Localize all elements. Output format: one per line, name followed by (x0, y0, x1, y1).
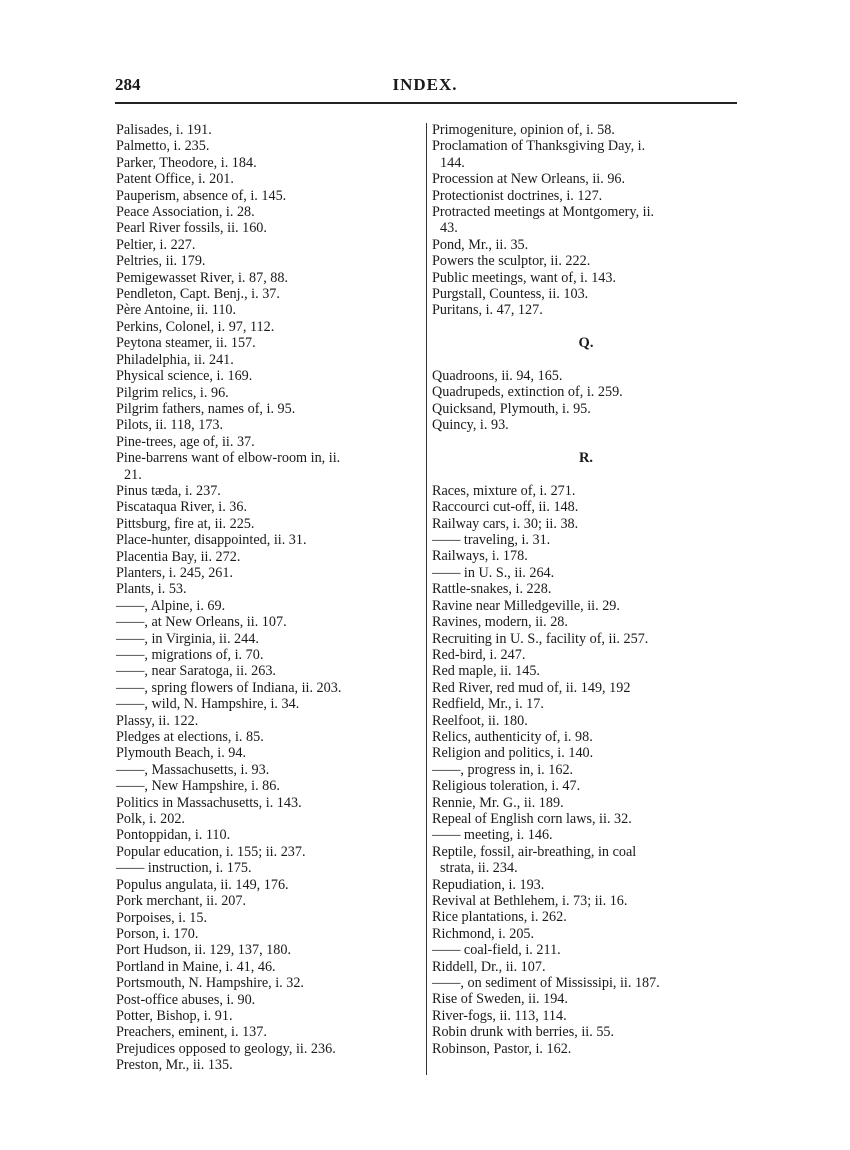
section-letter-heading: Q. (578, 335, 594, 352)
index-entry: —— meeting, i. 146. (432, 827, 553, 844)
index-entry: Plassy, ii. 122. (116, 712, 199, 729)
index-entry: Revival at Bethlehem, i. 73; ii. 16. (432, 893, 628, 909)
index-entry: Religion and politics, i. 140. (432, 745, 594, 762)
index-entry: Pemigewasset River, i. 87, 88. (116, 269, 289, 286)
index-entry: Pledges at elections, i. 85. (116, 729, 264, 746)
index-entry: Quadrupeds, extinction of, i. 259. (432, 384, 623, 401)
index-entry: Palmetto, i. 235. (116, 138, 210, 155)
index-entry: Public meetings, want of, i. 143. (432, 269, 617, 286)
running-head-title: INDEX. (392, 75, 458, 94)
index-entry: Redfield, Mr., i. 17. (432, 696, 544, 713)
index-entry: Repeal of English corn laws, ii. 32. (432, 810, 632, 827)
index-column-right (432, 122, 740, 1057)
column-divider (426, 123, 427, 1075)
index-entry: Pine-barrens want of elbow-room in, ii. (116, 450, 341, 467)
index-entry: ——, spring flowers of Indiana, ii. 203. (116, 679, 342, 696)
index-entry: ——, New Hampshire, i. 86. (116, 778, 280, 795)
index-column-left (116, 122, 422, 1074)
index-entry: Protracted meetings at Montgomery, ii. (432, 204, 655, 221)
index-entry: Red-bird, i. 247. (432, 646, 526, 663)
index-entry: Pilgrim relics, i. 96. (116, 384, 229, 401)
index-entry: Pontoppidan, i. 110. (116, 827, 231, 844)
index-entry: Quicksand, Plymouth, i. 95. (432, 400, 591, 417)
index-entry: Pittsburg, fire at, ii. 225. (116, 515, 255, 532)
index-entry: Red River, red mud of, ii. 149, 192 (432, 679, 631, 696)
index-entry: Père Antoine, ii. 110. (116, 302, 237, 319)
index-entry: Quadroons, ii. 94, 165. (432, 368, 563, 385)
index-entry: Ravines, modern, ii. 28. (432, 614, 568, 631)
index-entry: Pinus tæda, i. 237. (116, 482, 221, 499)
index-entry: Patent Office, i. 201. (116, 171, 234, 188)
section-spacer (432, 319, 740, 335)
index-entry: Red maple, ii. 145. (432, 663, 540, 680)
index-entry: Pond, Mr., ii. 35. (432, 236, 529, 253)
index-entry: Prejudices opposed to geology, ii. 236. (116, 1040, 336, 1057)
index-entry: Puritans, i. 47, 127. (432, 302, 543, 319)
index-entry: Proclamation of Thanksgiving Day, i. (432, 138, 646, 155)
index-entry: Physical science, i. 169. (116, 368, 253, 385)
index-entry: Porpoises, i. 15. (116, 909, 208, 926)
index-entry: Pine-trees, age of, ii. 37. (116, 433, 255, 450)
index-entry-continuation: strata, ii. 234. (440, 860, 518, 877)
index-entry: Preston, Mr., ii. 135. (116, 1057, 233, 1074)
index-entry-continuation: 21. (124, 466, 142, 483)
index-entry: Piscataqua River, i. 36. (116, 499, 248, 516)
index-entry: —— instruction, i. 175. (116, 860, 252, 877)
index-entry: Powers the sculptor, ii. 222. (432, 253, 591, 270)
index-entry: Primogeniture, opinion of, i. 58. (432, 122, 615, 138)
section-spacer (432, 466, 740, 482)
index-entry: Pork merchant, ii. 207. (116, 893, 247, 910)
index-entry: River-fogs, ii. 113, 114. (432, 1007, 567, 1024)
index-entry: Robinson, Pastor, i. 162. (432, 1040, 572, 1057)
header-rule (115, 102, 737, 104)
index-entry: Popular education, i. 155; ii. 237. (116, 843, 306, 860)
section-spacer (432, 352, 740, 368)
index-entry: Parker, Theodore, i. 184. (116, 154, 257, 171)
index-entry: Richmond, i. 205. (432, 925, 535, 942)
index-entry: ——, in Virginia, ii. 244. (116, 630, 259, 647)
index-entry: Plants, i. 53. (116, 581, 187, 598)
section-letter-heading: R. (578, 450, 594, 467)
index-entry: Pilgrim fathers, names of, i. 95. (116, 400, 296, 417)
index-entry: Repudiation, i. 193. (432, 876, 545, 893)
index-entry: Place-hunter, disappointed, ii. 31. (116, 532, 307, 549)
index-entry: Populus angulata, ii. 149, 176. (116, 876, 289, 893)
index-entry-continuation: 43. (440, 220, 458, 237)
section-spacer (432, 434, 740, 450)
index-entry: Procession at New Orleans, ii. 96. (432, 171, 626, 188)
index-entry: Pendleton, Capt. Benj., i. 37. (116, 286, 280, 303)
index-entry: Religious toleration, i. 47. (432, 778, 581, 795)
index-entry: Railway cars, i. 30; ii. 38. (432, 515, 579, 532)
index-entry: Reptile, fossil, air-breathing, in coal (432, 843, 637, 860)
index-entry: Relics, authenticity of, i. 98. (432, 728, 593, 745)
index-entry: ——, migrations of, i. 70. (116, 647, 264, 663)
index-entry: Peytona steamer, ii. 157. (116, 335, 256, 352)
index-entry: Pauperism, absence of, i. 145. (116, 187, 287, 204)
index-entry: Rattle-snakes, i. 228. (432, 581, 552, 598)
index-entry: Ravine near Milledgeville, ii. 29. (432, 597, 620, 614)
index-entry: Purgstall, Countess, ii. 103. (432, 286, 589, 303)
index-entry: Reelfoot, ii. 180. (432, 712, 528, 729)
index-entry: Post-office abuses, i. 90. (116, 991, 256, 1008)
index-entry: Placentia Bay, ii. 272. (116, 548, 241, 565)
index-entry: —— in U. S., ii. 264. (432, 564, 555, 581)
index-entry: Pearl River fossils, ii. 160. (116, 220, 267, 237)
index-entry: Potter, Bishop, i. 91. (116, 1007, 233, 1024)
index-entry: Preachers, eminent, i. 137. (116, 1024, 267, 1041)
index-entry: Planters, i. 245, 261. (116, 564, 234, 581)
index-entry: ——, Massachusetts, i. 93. (116, 761, 270, 778)
index-entry: Porson, i. 170. (116, 925, 199, 942)
index-entry: Peltries, ii. 179. (116, 253, 206, 270)
index-entry: Peace Association, i. 28. (116, 204, 255, 221)
index-entry: Quincy, i. 93. (432, 417, 509, 434)
index-entry-continuation: 144. (440, 154, 465, 171)
index-entry: Plymouth Beach, i. 94. (116, 745, 247, 762)
index-entry: Rice plantations, i. 262. (432, 909, 567, 926)
index-entry: ——, near Saratoga, ii. 263. (116, 663, 276, 680)
index-entry: Riddell, Dr., ii. 107. (432, 958, 546, 975)
index-entry: Pilots, ii. 118, 173. (116, 417, 224, 434)
index-entry: Rise of Sweden, ii. 194. (432, 991, 568, 1008)
index-entry: Port Hudson, ii. 129, 137, 180. (116, 942, 291, 959)
index-entry: ——, Alpine, i. 69. (116, 597, 226, 614)
index-entry: Perkins, Colonel, i. 97, 112. (116, 318, 275, 335)
index-entry: ——, wild, N. Hampshire, i. 34. (116, 696, 300, 713)
page-number: 284 (115, 75, 141, 94)
index-entry: Raccourci cut-off, ii. 148. (432, 499, 579, 516)
index-entry: —— traveling, i. 31. (432, 532, 551, 549)
index-entry: Philadelphia, ii. 241. (116, 351, 234, 368)
index-entry: Robin drunk with berries, ii. 55. (432, 1024, 615, 1041)
index-entry: Recruiting in U. S., facility of, ii. 257. (432, 630, 649, 647)
index-entry: Railways, i. 178. (432, 548, 528, 565)
index-entry: ——, at New Orleans, ii. 107. (116, 614, 287, 631)
index-entry: Politics in Massachusetts, i. 143. (116, 794, 302, 811)
index-entry: ——, on sediment of Mississipi, ii. 187. (432, 975, 660, 992)
index-entry: Palisades, i. 191. (116, 122, 212, 138)
index-entry: Portsmouth, N. Hampshire, i. 32. (116, 975, 304, 992)
index-entry: —— coal-field, i. 211. (432, 942, 561, 959)
index-entry: Races, mixture of, i. 271. (432, 482, 576, 499)
index-entry: Peltier, i. 227. (116, 236, 196, 253)
index-entry: Portland in Maine, i. 41, 46. (116, 958, 276, 975)
index-entry: Rennie, Mr. G., ii. 189. (432, 794, 564, 811)
index-entry: Polk, i. 202. (116, 811, 185, 828)
index-entry: Protectionist doctrines, i. 127. (432, 187, 603, 204)
index-entry: ——, progress in, i. 162. (432, 761, 574, 778)
